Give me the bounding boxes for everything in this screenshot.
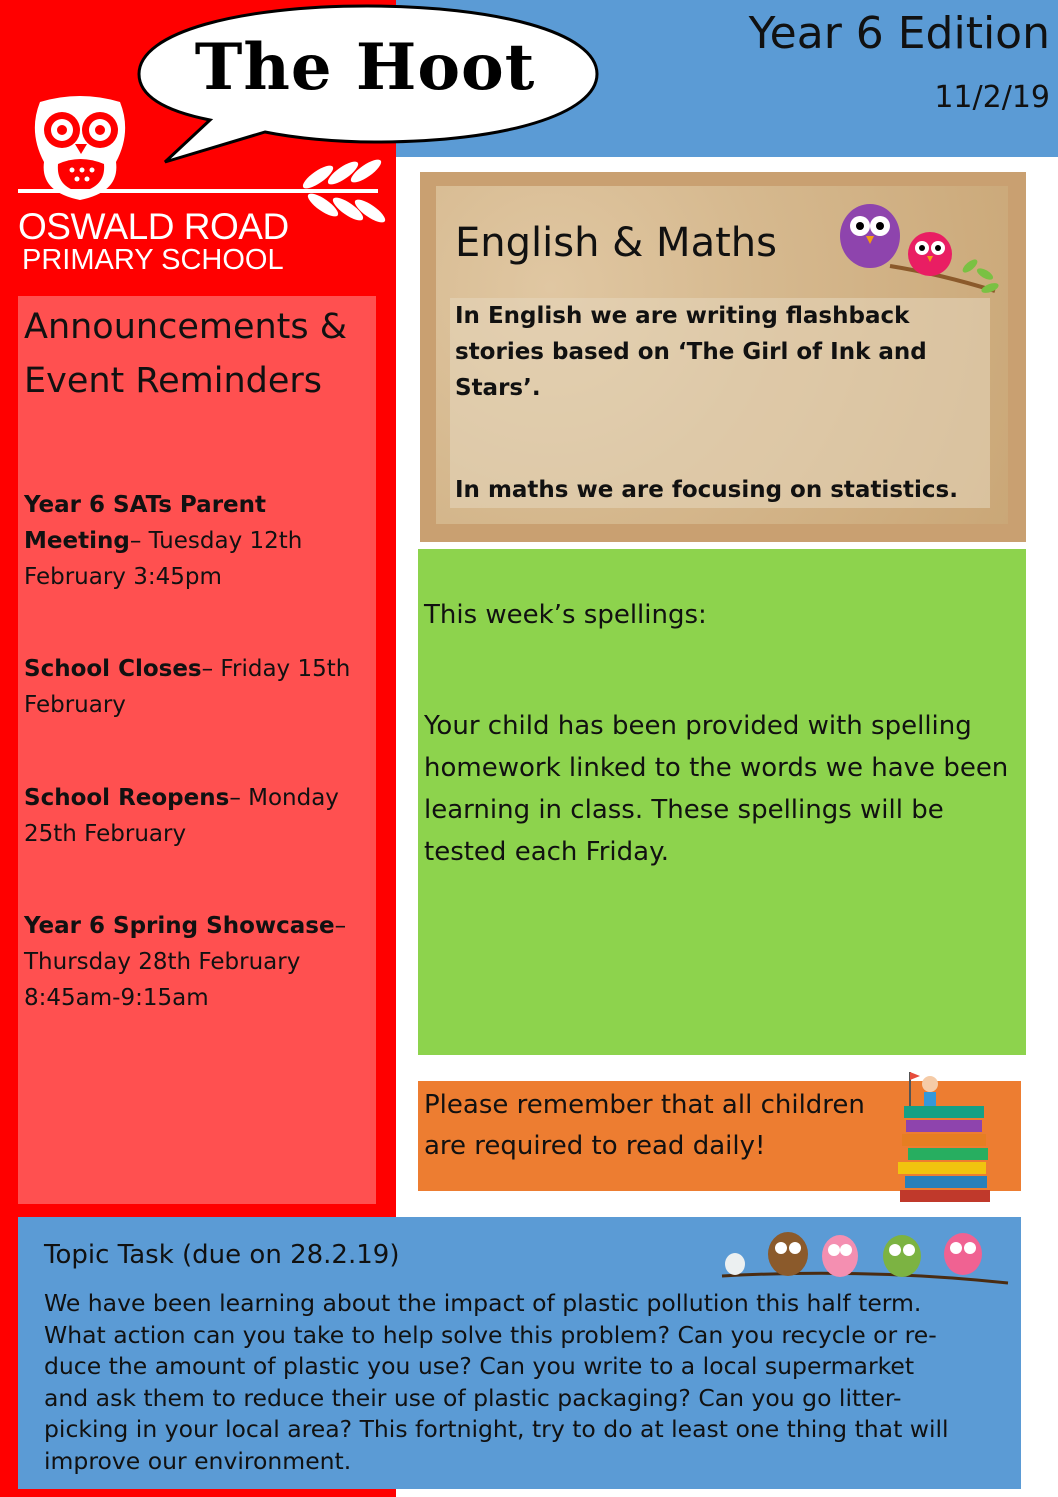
event-date: – Monday 25th February	[24, 785, 339, 847]
english-text: In English we are writing flashback stories based on ‘The Girl of Ink and Stars’.	[455, 303, 927, 401]
event-item	[24, 908, 374, 1016]
event-name: School Closes	[24, 656, 202, 682]
newsletter-title: The Hoot	[194, 30, 536, 105]
topic-task-text: We have been learning about the impact of plastic pollution this half term. What action can you take to help solve this problem? Can you recycle or re-duce the amount of plastic you use? Can you write to a local supermarket and ask them to reduce their use of plastic packaging? Can you go litter-picking in your local area? This fortnight, try to do at least one thing that will improve our environment.	[44, 1289, 949, 1475]
owls-row-icon	[720, 1228, 1010, 1290]
book-stack-icon	[890, 1068, 1000, 1208]
spellings-title: This week’s spellings:	[424, 600, 707, 630]
announcements-panel	[18, 296, 376, 1204]
spellings-text: Your child has been provided with spelling homework linked to the words we have been learning in class. These spellings will be tested each Friday.	[424, 711, 1009, 867]
maths-text: In maths we are focusing on statistics.	[455, 477, 958, 503]
event-item	[24, 780, 374, 852]
event-name: Year 6 Spring Showcase	[24, 913, 335, 939]
school-name-line-2: PRIMARY SCHOOL	[22, 244, 284, 276]
event-item	[24, 487, 374, 595]
event-name: Year 6 SATs Parent Meeting	[24, 492, 267, 554]
school-name-line-1: OSWALD ROAD	[18, 206, 289, 247]
event-item	[24, 651, 374, 723]
english-maths-title: English & Maths	[455, 220, 777, 266]
topic-task-title: Topic Task (due on 28.2.19)	[44, 1240, 400, 1270]
owls-on-branch-icon	[830, 196, 1000, 306]
edition-label: Year 6 Edition	[748, 8, 1050, 59]
event-name: School Reopens	[24, 785, 230, 811]
event-date: – Thursday 28th February 8:45am-9:15am	[24, 913, 347, 1011]
announcements-title: Announcements & Event Reminders	[24, 307, 348, 401]
event-date: – Tuesday 12th February 3:45pm	[24, 528, 303, 590]
issue-date: 11/2/19	[934, 80, 1050, 115]
reading-reminder-text: Please remember that all children are required to read daily!	[424, 1090, 865, 1161]
event-date: – Friday 15th February	[24, 656, 351, 718]
